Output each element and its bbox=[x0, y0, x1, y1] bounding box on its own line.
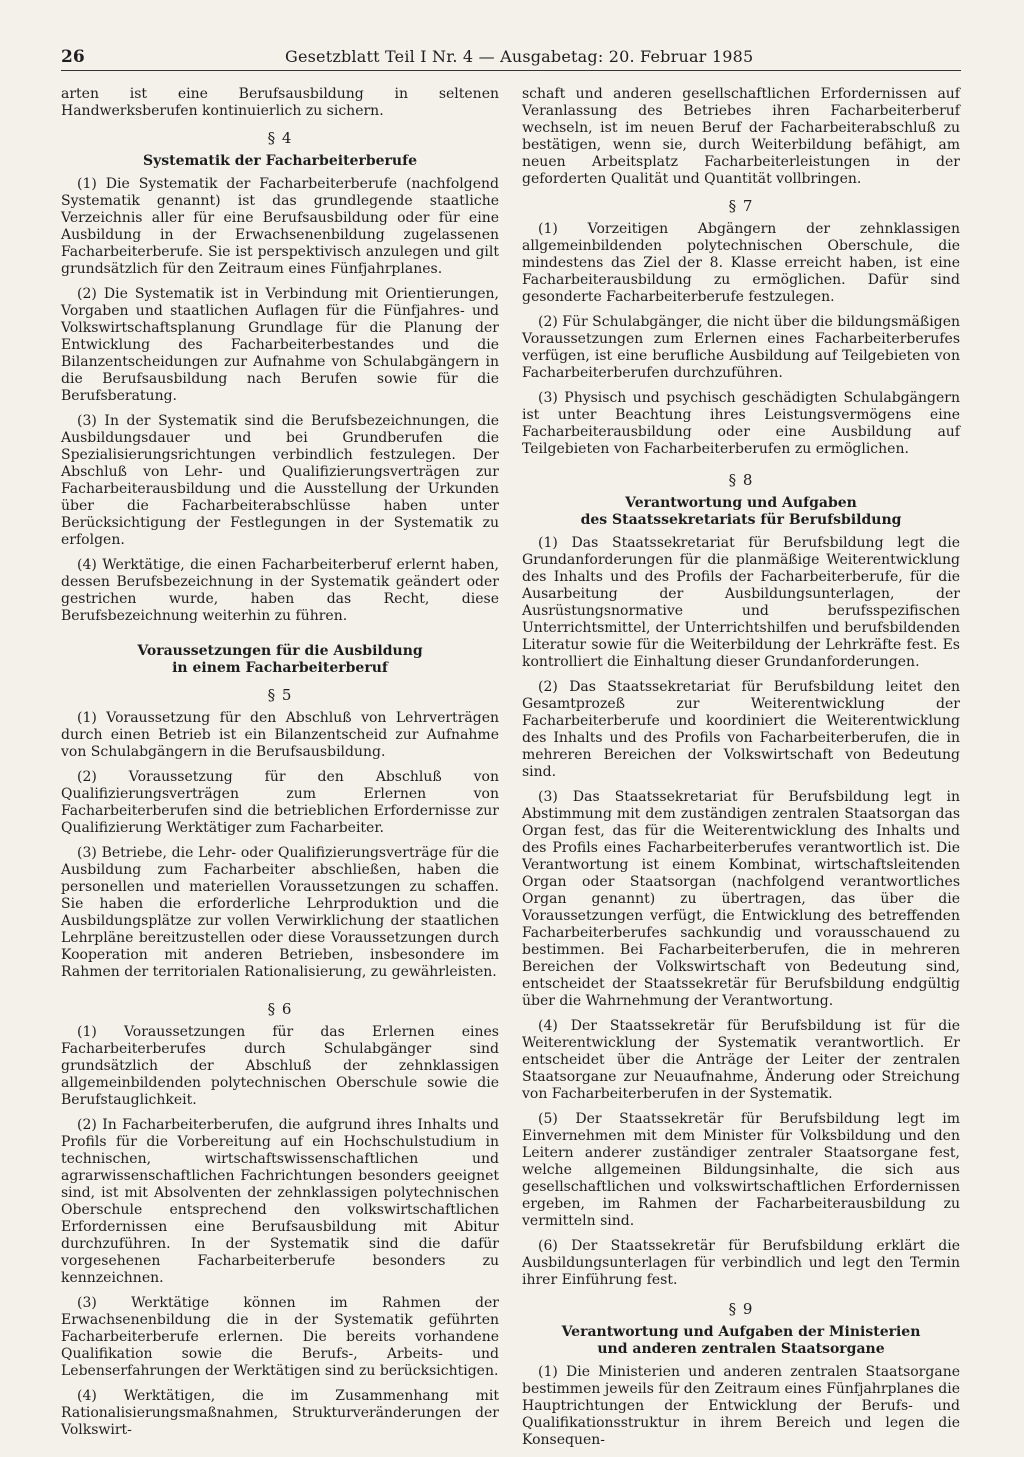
paragraph-intro-left: arten ist eine Berufsausbildung in seltenen Handwerksberufen kontinuierlich zu sichern. bbox=[61, 86, 499, 119]
paragraph: (2) Die Systematik ist in Verbindung mit Orientierungen, Vorgaben und staatlichen Auflagen für die Fünfjahres- und Volkswirtschaftsplanung Grundlage für die Planung der Entwicklung des Facharbeiterbestandes und die Bilanzentscheidungen zur Aufnahme von Schulabgängern in die Berufsausbildung nach Berufen sowie für die Berufsberatung. bbox=[61, 286, 499, 404]
header-rule bbox=[61, 70, 961, 71]
section-heading-9-line1: Verantwortung und Aufgaben der Ministerien bbox=[561, 1324, 921, 1340]
page-number: 26 bbox=[61, 47, 85, 67]
page-header-title: Gesetzblatt Teil I Nr. 4 — Ausgabetag: 20. Februar 1985 bbox=[285, 47, 754, 66]
paragraph: (1) Die Systematik der Facharbeiterberufe (nachfolgend Systematik genannt) ist das grundlegende staatliche Verzeichnis aller für eine Berufsausbildung oder für eine Ausbildung in der Erwachsenenbildung zugelassenen Facharbeiterberufe. Sie ist perspektivisch anzulegen und gilt grundsätzlich für den Zeitraum eines Fünfjahrplanes. bbox=[61, 176, 499, 277]
section-heading-8 bbox=[522, 495, 960, 529]
section-mark-6: § 6 bbox=[267, 1000, 293, 1018]
section-mark-9: § 9 bbox=[728, 1300, 754, 1318]
paragraph: (1) Vorzeitigen Abgängern der zehnklassigen allgemeinbildenden polytechnischen Oberschule, die mindestens das Ziel der 8. Klasse erreicht haben, ist eine Facharbeiterausbildung zu ermöglichen. Dafür sind gesonderte Facharbeiterberufe festzulegen. bbox=[522, 221, 960, 305]
paragraph-intro-right: schaft und anderen gesellschaftlichen Erfordernissen auf Veranlassung des Betriebes ihren Facharbeiterberuf wechseln, ist im neuen Beruf der Facharbeiterabschluß zu bestätigen, wenn sie, durch Weiterbildung befähigt, am neuen Arbeitsplatz Facharbeiterleistungen in der geforderten Qualität und Quantität vollbringen. bbox=[522, 86, 960, 187]
paragraph: (3) Betriebe, die Lehr- oder Qualifizierungsverträge für die Ausbildung zum Facharbeiter abschließen, haben die personellen und materiellen Voraussetzungen zu schaffen. Sie haben die erforderliche Lehrproduktion und die Ausbildungsplätze zur vollen Verwirklichung der staatlichen Lehrpläne bereitzustellen oder diese Voraussetzungen durch Kooperation mit anderen Betrieben, insbesondere im Rahmen der territorialen Rationalisierung, zu gewährleisten. bbox=[61, 845, 499, 980]
right-column bbox=[522, 86, 960, 1457]
paragraph: (1) Voraussetzungen für das Erlernen eines Facharbeiterberufes durch Schulabgänger sind grundsätzlich der Abschluß der zehnklassigen allgemeinbildenden polytechnischen Oberschule sowie die Berufstauglichkeit. bbox=[61, 1024, 499, 1108]
paragraph: (2) In Facharbeiterberufen, die aufgrund ihres Inhalts und Profils für die Vorbereitung auf ein Hochschulstudium in technischen, wirtschaftswissenschaftlichen und agrarwissenschaftlichen Fachrichtungen besonders geeignet sind, ist mit Absolventen der zehnklassigen polytechnischen Oberschule entsprechend den volkswirtschaftlichen Erfordernissen eine Berufsausbildung mit Abitur durchzuführen. In der Systematik sind die dafür vorgesehenen Facharbeiterberufe besonders zu kennzeichnen. bbox=[61, 1117, 499, 1286]
paragraph: (4) Werktätigen, die im Zusammenhang mit Rationalisierungsmaßnahmen, Strukturveränderungen der Volkswirt- bbox=[61, 1388, 499, 1438]
paragraph: (6) Der Staatssekretär für Berufsbildung erklärt die Ausbildungsunterlagen für verbindlich und legt den Termin ihrer Einführung fest. bbox=[522, 1238, 960, 1288]
paragraph: (3) Werktätige können im Rahmen der Erwachsenenbildung die in der Systematik geführten Facharbeiterberufe erlernen. Die bereits vorhandene Qualifikation sowie die Berufs-, Arbeits- und Lebenserfahrungen der Werktätigen sind zu berücksichtigen. bbox=[61, 1295, 499, 1379]
paragraph: (1) Das Staatssekretariat für Berufsbildung legt die Grundanforderungen für die planmäßige Weiterentwicklung des Inhalts und des Profils der Facharbeiterberufe, für die Ausarbeitung der Ausbildungsunterlagen, der Ausrüstungsnormative und berufsspezifischen Unterrichtsmittel, der Unterrichtshilfen und berufsbildenden Literatur sowie für die Weiterbildung der Lehrkräfte fest. Es kontrolliert die Einhaltung dieser Grundanforderungen. bbox=[522, 535, 960, 670]
paragraph: (1) Die Ministerien und anderen zentralen Staatsorgane bestimmen jeweils für den Zeitraum eines Fünfjahrplanes die Hauptrichtungen der Entwicklung der Berufs- und Qualifikationsstruktur in ihrem Bereich und legen die Konsequen- bbox=[522, 1364, 960, 1448]
paragraph: (2) Das Staatssekretariat für Berufsbildung leitet den Gesamtprozeß zur Weiterentwicklung der Facharbeiterberufe und koordiniert die Weiterentwicklung des Inhalts und des Profils von Facharbeiterberufen, die in mehreren Bereichen der Volkswirtschaft von Bedeutung sind. bbox=[522, 679, 960, 780]
paragraph: (3) Physisch und psychisch geschädigten Schulabgängern ist unter Beachtung ihres Leistungsvermögens eine Facharbeiterausbildung oder eine Ausbildung auf Teilgebieten von Facharbeiterberufen zu ermöglichen. bbox=[522, 390, 960, 457]
paragraph: (2) Voraussetzung für den Abschluß von Qualifizierungsverträgen zum Erlernen von Facharbeiterberufen sind die betrieblichen Erfordernisse zur Qualifizierung Werktätiger zum Facharbeiter. bbox=[61, 769, 499, 836]
paragraph: (2) Für Schulabgänger, die nicht über die bildungsmäßigen Voraussetzungen zum Erlernen eines Facharbeiterberufes verfügen, ist eine berufliche Ausbildung auf Teilgebieten von Facharbeiterberufen durchzuführen. bbox=[522, 314, 960, 381]
paragraph: (3) In der Systematik sind die Berufsbezeichnungen, die Ausbildungsdauer und bei Grundberufen die Spezialisierungsrichtungen verbindlich festzulegen. Der Abschluß von Lehr- und Qualifizierungsverträgen zur Facharbeiterausbildung und die Ausstellung der Urkunden über die Facharbeiterabschlüsse haben unter Berücksichtigung der Festlegungen in der Systematik zu erfolgen. bbox=[61, 413, 499, 548]
section-heading-5-line1: Voraussetzungen für die Ausbildung bbox=[137, 643, 423, 659]
section-heading-9-line2: und anderen zentralen Staatsorgane bbox=[597, 1341, 885, 1357]
section-heading-8-line2: des Staatssekretariats für Berufsbildung bbox=[580, 512, 902, 528]
section-heading-5-line2: in einem Facharbeiterberuf bbox=[172, 660, 388, 676]
section-mark-7: § 7 bbox=[728, 197, 754, 215]
section-heading-5 bbox=[61, 643, 499, 677]
section-mark-4: § 4 bbox=[267, 129, 293, 147]
paragraph: (5) Der Staatssekretär für Berufsbildung legt im Einvernehmen mit dem Minister für Volksbildung und den Leitern anderer zuständiger zentraler Staatsorgane fest, welche allgemeinen Bildungsinhalte, die sich aus gesellschaftlichen und volkswirtschaftlichen Erfordernissen ergeben, im Rahmen der Facharbeiterausbildung zu vermitteln sind. bbox=[522, 1111, 960, 1229]
section-heading-9 bbox=[522, 1324, 960, 1358]
paragraph: (4) Der Staatssekretär für Berufsbildung ist für die Weiterentwicklung der Systematik verantwortlich. Er entscheidet über die Anträge der Leiter der zentralen Staatsorgane zur Neuaufnahme, Änderung oder Streichung von Facharbeiterberufen in der Systematik. bbox=[522, 1018, 960, 1102]
section-heading-8-line1: Verantwortung und Aufgaben bbox=[625, 495, 857, 511]
section-heading-4: Systematik der Facharbeiterberufe bbox=[142, 153, 418, 169]
paragraph: (1) Voraussetzung für den Abschluß von Lehrverträgen durch einen Betrieb ist ein Bilanzentscheid zur Aufnahme von Schulabgängern in die Berufsausbildung. bbox=[61, 710, 499, 760]
paragraph: (3) Das Staatssekretariat für Berufsbildung legt in Abstimmung mit dem zuständigen zentralen Staatsorgan das Organ fest, das für die Weiterentwicklung des Inhalts und des Profils eines Facharbeiterberufes verantwortlich ist. Die Verantwortung ist einem Kombinat, wirtschaftsleitenden Organ oder Staatsorgan (nachfolgend verantwortliches Organ genannt) zu übertragen, das über die Voraussetzungen verfügt, die Entwicklung des betreffenden Facharbeiterberufes sachkundig und vorausschauend zu bestimmen. Bei Facharbeiterberufen, die in mehreren Bereichen der Volkswirtschaft von Bedeutung sind, entscheidet der Staatssekretär für Berufsbildung endgültig über die Wahrnehmung der Verantwortung. bbox=[522, 789, 960, 1009]
section-mark-5: § 5 bbox=[267, 686, 293, 704]
left-column bbox=[61, 86, 499, 1447]
paragraph: (4) Werktätige, die einen Facharbeiterberuf erlernt haben, dessen Berufsbezeichnung in der Systematik geändert oder gestrichen wurde, haben das Recht, diese Berufsbezeichnung weiterhin zu führen. bbox=[61, 557, 499, 624]
section-mark-8: § 8 bbox=[728, 471, 754, 489]
